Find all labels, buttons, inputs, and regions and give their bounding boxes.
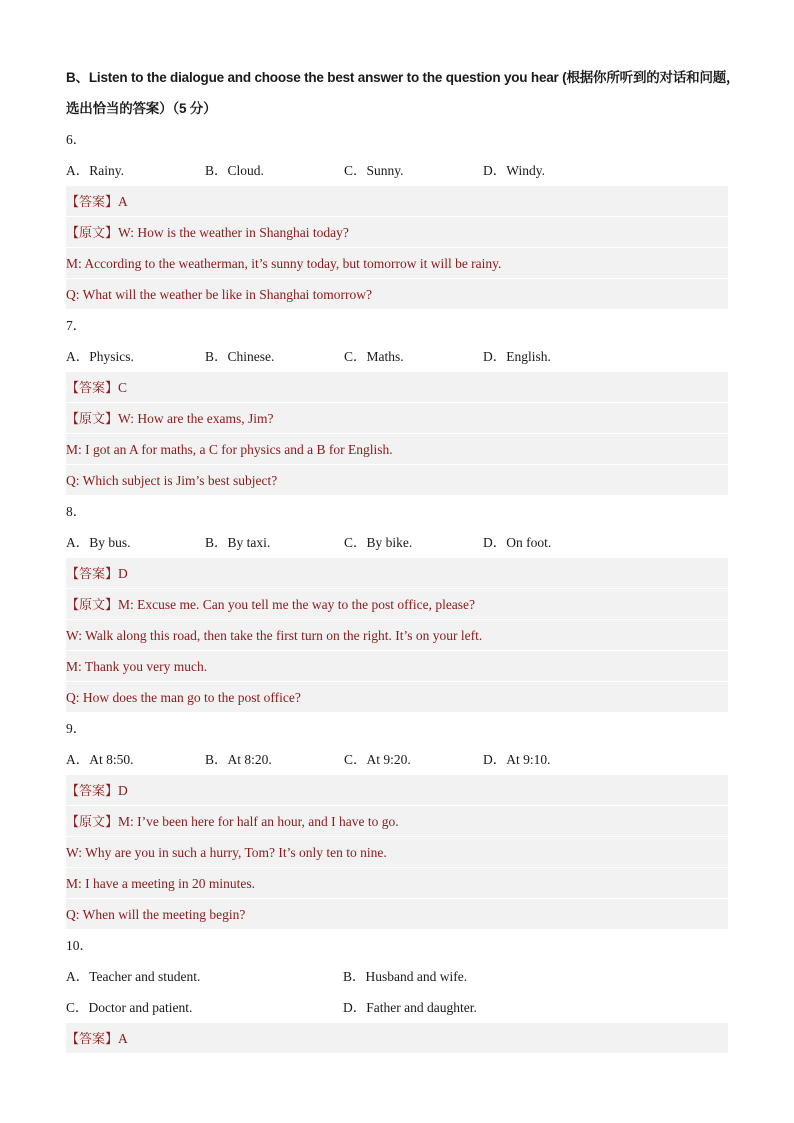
question-number: 8．: [66, 504, 87, 519]
transcript-label: 【原文】: [66, 226, 119, 241]
answer-line: [66, 186, 728, 217]
option-b: B．Husband and wife.: [343, 969, 468, 984]
option-c: C．Doctor and patient.: [66, 1000, 193, 1015]
transcript-line: W: Walk along this road, then take the first turn on the right. It’s on your left.: [66, 620, 728, 651]
transcript-line: [66, 217, 728, 248]
option-c: C．Sunny.: [344, 163, 404, 178]
transcript-line: M: According to the weatherman, it’s sunny today, but tomorrow it will be rainy.: [66, 248, 728, 279]
transcript-label: 【原文】: [66, 598, 119, 613]
question-number: 10．: [66, 938, 93, 953]
answer-value: C: [118, 380, 128, 395]
option-a: A．Physics.: [66, 349, 134, 364]
answer-value: D: [118, 566, 128, 581]
transcript-text: W: How are the exams, Jim?: [118, 411, 274, 426]
option-a: A．By bus.: [66, 535, 131, 550]
option-a: A．Rainy.: [66, 163, 124, 178]
option-d: D．Father and daughter.: [343, 1000, 477, 1015]
answer-block: [66, 1023, 728, 1054]
option-b: B．Chinese.: [205, 349, 275, 364]
transcript-line: M: I have a meeting in 20 minutes.: [66, 868, 728, 899]
transcript-text: M: Excuse me. Can you tell me the way to the post office, please?: [118, 597, 476, 612]
answer-label: 【答案】: [66, 381, 119, 396]
question-number: 7．: [66, 318, 87, 333]
answer-line: [66, 1023, 728, 1054]
answer-label: 【答案】: [66, 195, 119, 210]
transcript-line: Q: How does the man go to the post office?: [66, 682, 728, 713]
option-c: C．At 9:20.: [344, 752, 411, 767]
option-b: B．At 8:20.: [205, 752, 272, 767]
option-c: C．By bike.: [344, 535, 413, 550]
answer-line: [66, 775, 728, 806]
option-b: B．By taxi.: [205, 535, 271, 550]
transcript-line: [66, 403, 728, 434]
answer-block: [66, 186, 728, 310]
question-options: [66, 744, 728, 775]
question-number: 9．: [66, 721, 87, 736]
answer-value: A: [118, 1031, 128, 1046]
section-title-line-1: B、Listen to the dialogue and choose the best answer to the question you hear (根据你所听到的对话和问题，: [66, 70, 740, 85]
question-options: [66, 527, 728, 558]
question-options: [66, 155, 728, 186]
answer-block: [66, 775, 728, 930]
option-d: D．Windy.: [483, 163, 545, 178]
transcript-text: W: How is the weather in Shanghai today?: [118, 225, 349, 240]
option-a: A．At 8:50.: [66, 752, 134, 767]
question-options: [66, 992, 728, 1023]
answer-line: [66, 372, 728, 403]
question-options: [66, 341, 728, 372]
option-d: D．On foot.: [483, 535, 552, 550]
answer-label: 【答案】: [66, 784, 119, 799]
option-c: C．Maths.: [344, 349, 404, 364]
answer-block: [66, 558, 728, 713]
question-number: 6．: [66, 132, 87, 147]
option-d: D．English.: [483, 349, 551, 364]
answer-label: 【答案】: [66, 1032, 119, 1047]
option-d: D．At 9:10.: [483, 752, 551, 767]
transcript-line: Q: Which subject is Jim’s best subject?: [66, 465, 728, 496]
answer-value: A: [118, 194, 128, 209]
transcript-line: Q: When will the meeting begin?: [66, 899, 728, 930]
transcript-text: M: I’ve been here for half an hour, and I have to go.: [118, 814, 399, 829]
answer-block: [66, 372, 728, 496]
transcript-line: Q: What will the weather be like in Shanghai tomorrow?: [66, 279, 728, 310]
section-title-line-2: 选出恰当的答案）（5 分）: [66, 101, 217, 116]
option-a: A．Teacher and student.: [66, 969, 201, 984]
transcript-line: M: I got an A for maths, a C for physics and a B for English.: [66, 434, 728, 465]
transcript-line: W: Why are you in such a hurry, Tom? It’s only ten to nine.: [66, 837, 728, 868]
option-b: B．Cloud.: [205, 163, 264, 178]
answer-value: D: [118, 783, 128, 798]
answer-line: [66, 558, 728, 589]
answer-label: 【答案】: [66, 567, 119, 582]
transcript-line: M: Thank you very much.: [66, 651, 728, 682]
transcript-line: [66, 589, 728, 620]
transcript-label: 【原文】: [66, 815, 119, 830]
transcript-label: 【原文】: [66, 412, 119, 427]
transcript-line: [66, 806, 728, 837]
document-page: [66, 62, 740, 1054]
question-options: [66, 961, 728, 992]
